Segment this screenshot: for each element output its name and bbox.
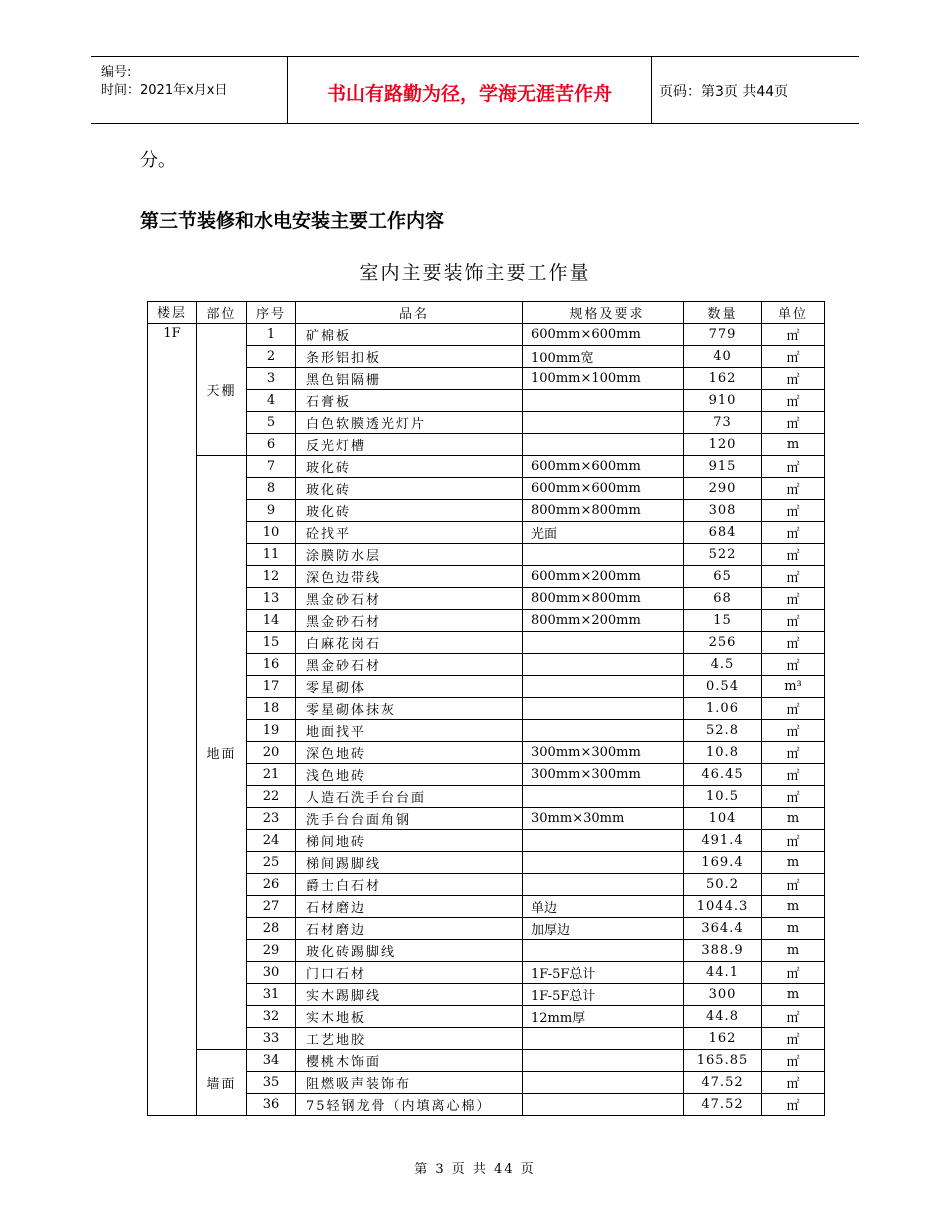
seq-cell: 1 — [247, 324, 296, 346]
table-row — [148, 874, 825, 896]
spec-cell — [523, 654, 684, 676]
seq-cell: 16 — [247, 654, 296, 676]
qty-cell: 44.1 — [684, 962, 762, 984]
header-left-cell — [91, 57, 287, 123]
name-cell: 阻燃吸声装饰布 — [296, 1072, 523, 1094]
qty-cell: 162 — [684, 1028, 762, 1050]
unit-cell: ㎡ — [762, 324, 825, 346]
seq-cell: 19 — [247, 720, 296, 742]
table-row — [148, 940, 825, 962]
qty-cell: 10.5 — [684, 786, 762, 808]
seq-cell: 13 — [247, 588, 296, 610]
name-cell: 浅色地砖 — [296, 764, 523, 786]
table-row — [148, 984, 825, 1006]
text-fragment: 分。 — [140, 150, 176, 171]
workload-table — [147, 301, 825, 1116]
qty-cell: 910 — [684, 390, 762, 412]
table-row — [148, 742, 825, 764]
table-caption: 室内主要装饰主要工作量 — [359, 262, 591, 284]
unit-cell: ㎡ — [762, 588, 825, 610]
seq-cell: 11 — [247, 544, 296, 566]
spec-cell: 100mm×100mm — [523, 368, 684, 390]
name-cell: 黑金砂石材 — [296, 610, 523, 632]
unit-cell: ㎡ — [762, 720, 825, 742]
col-header-floor: 楼层 — [148, 302, 197, 324]
page-footer: 第 3 页 共 44 页 — [414, 1162, 536, 1177]
seq-cell: 34 — [247, 1050, 296, 1072]
table-row — [148, 544, 825, 566]
qty-cell: 308 — [684, 500, 762, 522]
table-row — [148, 676, 825, 698]
header-motto: 书山有路勤为径，学海无涯苦作舟 — [326, 83, 612, 105]
seq-cell: 9 — [247, 500, 296, 522]
table-row — [148, 852, 825, 874]
qty-cell: 300 — [684, 984, 762, 1006]
spec-cell: 单边 — [523, 896, 684, 918]
spec-cell: 600mm×600mm — [523, 324, 684, 346]
name-cell: 人造石洗手台台面 — [296, 786, 523, 808]
name-cell: 零星砌体抹灰 — [296, 698, 523, 720]
table-row — [148, 896, 825, 918]
seq-cell: 17 — [247, 676, 296, 698]
name-cell: 涂膜防水层 — [296, 544, 523, 566]
document-number-label: 编号: — [101, 65, 132, 80]
unit-cell: ㎡ — [762, 654, 825, 676]
unit-cell: ㎡ — [762, 544, 825, 566]
seq-cell: 31 — [247, 984, 296, 1006]
qty-cell: 73 — [684, 412, 762, 434]
spec-cell — [523, 1072, 684, 1094]
name-cell: 黑金砂石材 — [296, 588, 523, 610]
qty-cell: 65 — [684, 566, 762, 588]
qty-cell: 364.4 — [684, 918, 762, 940]
table-row — [148, 918, 825, 940]
unit-cell: m — [762, 918, 825, 940]
qty-cell: 68 — [684, 588, 762, 610]
table-row — [148, 720, 825, 742]
name-cell: 玻化砖 — [296, 478, 523, 500]
name-cell: 玻化砖 — [296, 456, 523, 478]
table-row — [148, 786, 825, 808]
unit-cell: ㎡ — [762, 742, 825, 764]
name-cell: 玻化砖踢脚线 — [296, 940, 523, 962]
spec-cell: 800mm×800mm — [523, 500, 684, 522]
name-cell: 石材磨边 — [296, 918, 523, 940]
spec-cell — [523, 874, 684, 896]
unit-cell: ㎡ — [762, 566, 825, 588]
qty-cell: 1.06 — [684, 698, 762, 720]
qty-cell: 50.2 — [684, 874, 762, 896]
name-cell: 洗手台台面角钢 — [296, 808, 523, 830]
qty-cell: 4.5 — [684, 654, 762, 676]
qty-cell: 491.4 — [684, 830, 762, 852]
qty-cell: 52.8 — [684, 720, 762, 742]
spec-cell: 1F-5F总计 — [523, 962, 684, 984]
qty-cell: 10.8 — [684, 742, 762, 764]
name-cell: 深色地砖 — [296, 742, 523, 764]
seq-cell: 29 — [247, 940, 296, 962]
unit-cell: ㎡ — [762, 412, 825, 434]
spec-cell — [523, 434, 684, 456]
seq-cell: 15 — [247, 632, 296, 654]
qty-cell: 1044.3 — [684, 896, 762, 918]
table-row — [148, 1094, 825, 1116]
qty-cell: 44.8 — [684, 1006, 762, 1028]
seq-cell: 12 — [247, 566, 296, 588]
seq-cell: 4 — [247, 390, 296, 412]
seq-cell: 5 — [247, 412, 296, 434]
unit-cell: m — [762, 896, 825, 918]
name-cell: 爵士白石材 — [296, 874, 523, 896]
table-row — [148, 698, 825, 720]
page-header — [91, 56, 859, 124]
spec-cell — [523, 1094, 684, 1116]
spec-cell: 600mm×600mm — [523, 456, 684, 478]
seq-cell: 33 — [247, 1028, 296, 1050]
spec-cell — [523, 698, 684, 720]
col-header-seq: 序号 — [247, 302, 296, 324]
table-row — [148, 1028, 825, 1050]
name-cell: 樱桃木饰面 — [296, 1050, 523, 1072]
qty-cell: 120 — [684, 434, 762, 456]
qty-cell: 256 — [684, 632, 762, 654]
table-row — [148, 368, 825, 390]
name-cell: 零星砌体 — [296, 676, 523, 698]
spec-cell: 800mm×200mm — [523, 610, 684, 632]
unit-cell: ㎡ — [762, 764, 825, 786]
unit-cell: ㎡ — [762, 346, 825, 368]
spec-cell: 12mm厚 — [523, 1006, 684, 1028]
name-cell: 条形铝扣板 — [296, 346, 523, 368]
name-cell: 工艺地胶 — [296, 1028, 523, 1050]
spec-cell — [523, 544, 684, 566]
seq-cell: 10 — [247, 522, 296, 544]
qty-cell: 162 — [684, 368, 762, 390]
header-motto-cell — [287, 57, 652, 123]
unit-cell: ㎡ — [762, 1094, 825, 1116]
table-header-row — [148, 302, 825, 324]
unit-cell: ㎡ — [762, 610, 825, 632]
spec-cell — [523, 1028, 684, 1050]
seq-cell: 27 — [247, 896, 296, 918]
qty-cell: 104 — [684, 808, 762, 830]
unit-cell: ㎡ — [762, 962, 825, 984]
unit-cell: ㎡ — [762, 522, 825, 544]
qty-cell: 0.54 — [684, 676, 762, 698]
spec-cell — [523, 390, 684, 412]
seq-cell: 6 — [247, 434, 296, 456]
name-cell: 深色边带线 — [296, 566, 523, 588]
spec-cell: 300mm×300mm — [523, 742, 684, 764]
seq-cell: 36 — [247, 1094, 296, 1116]
qty-cell: 47.52 — [684, 1094, 762, 1116]
col-header-spec: 规格及要求 — [523, 302, 684, 324]
seq-cell: 25 — [247, 852, 296, 874]
unit-cell: m — [762, 984, 825, 1006]
spec-cell — [523, 830, 684, 852]
unit-cell: ㎡ — [762, 632, 825, 654]
name-cell: 石膏板 — [296, 390, 523, 412]
unit-cell: ㎡ — [762, 830, 825, 852]
seq-cell: 35 — [247, 1072, 296, 1094]
spec-cell — [523, 1050, 684, 1072]
table-row — [148, 632, 825, 654]
name-cell: 石材磨边 — [296, 896, 523, 918]
name-cell: 白麻花岗石 — [296, 632, 523, 654]
section-title: 第三节装修和水电安装主要工作内容 — [140, 210, 445, 232]
qty-cell: 169.4 — [684, 852, 762, 874]
name-cell: 反光灯槽 — [296, 434, 523, 456]
unit-cell: ㎡ — [762, 874, 825, 896]
seq-cell: 2 — [247, 346, 296, 368]
part-cell: 天棚 — [197, 324, 247, 456]
seq-cell: 28 — [247, 918, 296, 940]
qty-cell: 684 — [684, 522, 762, 544]
table-row — [148, 478, 825, 500]
table-row — [148, 962, 825, 984]
name-cell: 梯间踢脚线 — [296, 852, 523, 874]
seq-cell: 32 — [247, 1006, 296, 1028]
seq-cell: 26 — [247, 874, 296, 896]
table-row — [148, 588, 825, 610]
table-row — [148, 500, 825, 522]
qty-cell: 46.45 — [684, 764, 762, 786]
col-header-part: 部位 — [197, 302, 247, 324]
unit-cell: ㎡ — [762, 390, 825, 412]
qty-cell: 779 — [684, 324, 762, 346]
unit-cell: m — [762, 940, 825, 962]
seq-cell: 21 — [247, 764, 296, 786]
spec-cell — [523, 676, 684, 698]
qty-cell: 522 — [684, 544, 762, 566]
document-time-label: 时间：2021年x月x日 — [101, 83, 228, 98]
name-cell: 玻化砖 — [296, 500, 523, 522]
unit-cell: ㎡ — [762, 456, 825, 478]
name-cell: 实木地板 — [296, 1006, 523, 1028]
seq-cell: 20 — [247, 742, 296, 764]
name-cell: 实木踢脚线 — [296, 984, 523, 1006]
table-row — [148, 808, 825, 830]
spec-cell: 加厚边 — [523, 918, 684, 940]
spec-cell: 30mm×30mm — [523, 808, 684, 830]
name-cell: 梯间地砖 — [296, 830, 523, 852]
qty-cell: 165.85 — [684, 1050, 762, 1072]
unit-cell: m — [762, 808, 825, 830]
spec-cell — [523, 786, 684, 808]
unit-cell: ㎡ — [762, 1072, 825, 1094]
name-cell: 门口石材 — [296, 962, 523, 984]
table-row — [148, 566, 825, 588]
unit-cell: ㎡ — [762, 786, 825, 808]
unit-cell: ㎡ — [762, 1006, 825, 1028]
table-row — [148, 456, 825, 478]
table-row — [148, 412, 825, 434]
table-row — [148, 390, 825, 412]
part-cell: 墙面 — [197, 1050, 247, 1116]
header-right-cell — [651, 57, 859, 123]
seq-cell: 22 — [247, 786, 296, 808]
col-header-name: 品名 — [296, 302, 523, 324]
unit-cell: m³ — [762, 676, 825, 698]
spec-cell: 光面 — [523, 522, 684, 544]
spec-cell — [523, 720, 684, 742]
seq-cell: 23 — [247, 808, 296, 830]
table-row — [148, 654, 825, 676]
seq-cell: 18 — [247, 698, 296, 720]
spec-cell: 600mm×600mm — [523, 478, 684, 500]
table-row — [148, 522, 825, 544]
unit-cell: ㎡ — [762, 698, 825, 720]
spec-cell — [523, 852, 684, 874]
seq-cell: 8 — [247, 478, 296, 500]
qty-cell: 388.9 — [684, 940, 762, 962]
qty-cell: 915 — [684, 456, 762, 478]
qty-cell: 290 — [684, 478, 762, 500]
unit-cell: m — [762, 434, 825, 456]
name-cell: 75轻钢龙骨（内填离心棉） — [296, 1094, 523, 1116]
table-row — [148, 830, 825, 852]
spec-cell: 800mm×800mm — [523, 588, 684, 610]
table-row — [148, 1072, 825, 1094]
spec-cell: 1F-5F总计 — [523, 984, 684, 1006]
qty-cell: 15 — [684, 610, 762, 632]
floor-cell — [148, 324, 197, 1116]
table-row — [148, 1006, 825, 1028]
table-row — [148, 610, 825, 632]
floor-label: 1F — [163, 326, 181, 341]
seq-cell: 3 — [247, 368, 296, 390]
name-cell: 砼找平 — [296, 522, 523, 544]
qty-cell: 47.52 — [684, 1072, 762, 1094]
unit-cell: ㎡ — [762, 1028, 825, 1050]
table-row — [148, 434, 825, 456]
table-row — [148, 324, 825, 346]
seq-cell: 30 — [247, 962, 296, 984]
table-row — [148, 764, 825, 786]
spec-cell: 100mm宽 — [523, 346, 684, 368]
table-row — [148, 346, 825, 368]
seq-cell: 14 — [247, 610, 296, 632]
spec-cell — [523, 940, 684, 962]
col-header-unit: 单位 — [762, 302, 825, 324]
spec-cell — [523, 412, 684, 434]
spec-cell: 300mm×300mm — [523, 764, 684, 786]
name-cell: 白色软膜透光灯片 — [296, 412, 523, 434]
spec-cell — [523, 632, 684, 654]
name-cell: 黑色铝隔栅 — [296, 368, 523, 390]
seq-cell: 7 — [247, 456, 296, 478]
unit-cell: ㎡ — [762, 478, 825, 500]
part-cell: 地面 — [197, 456, 247, 1050]
seq-cell: 24 — [247, 830, 296, 852]
name-cell: 地面找平 — [296, 720, 523, 742]
name-cell: 黑金砂石材 — [296, 654, 523, 676]
table-row — [148, 1050, 825, 1072]
name-cell: 矿棉板 — [296, 324, 523, 346]
header-page-number: 页码：第3页 共44页 — [659, 84, 789, 100]
unit-cell: m — [762, 852, 825, 874]
qty-cell: 40 — [684, 346, 762, 368]
unit-cell: ㎡ — [762, 368, 825, 390]
unit-cell: ㎡ — [762, 1050, 825, 1072]
col-header-qty: 数量 — [684, 302, 762, 324]
spec-cell: 600mm×200mm — [523, 566, 684, 588]
unit-cell: ㎡ — [762, 500, 825, 522]
